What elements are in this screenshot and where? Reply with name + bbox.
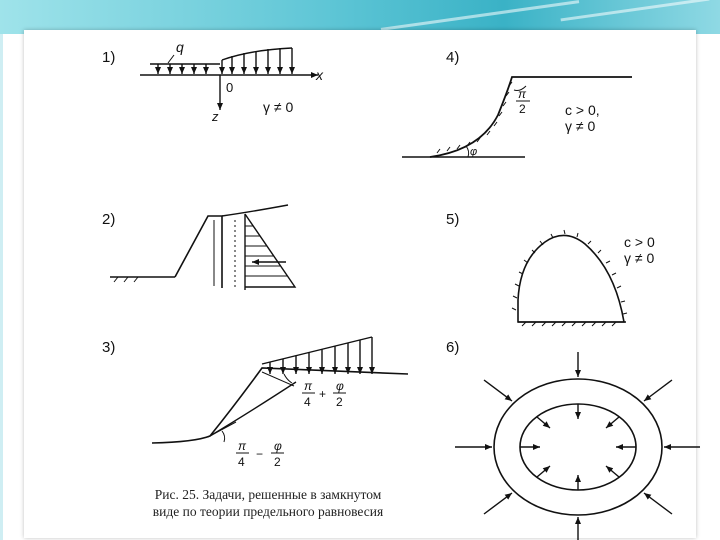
z-axis-label: z bbox=[212, 109, 219, 124]
outer-pressure-arrows bbox=[455, 352, 700, 540]
phi-label: φ bbox=[470, 146, 478, 158]
svg-text:2: 2 bbox=[274, 455, 281, 469]
origin-label: 0 bbox=[226, 80, 234, 95]
uniform-load-arrows bbox=[158, 64, 206, 74]
svg-text:+: + bbox=[319, 387, 327, 401]
svg-text:φ: φ bbox=[336, 379, 344, 393]
inner-pressure-arrows bbox=[520, 404, 636, 490]
pi-label: π bbox=[518, 87, 527, 101]
panel-6 bbox=[455, 352, 700, 540]
svg-text:π: π bbox=[238, 439, 247, 453]
panel-2-number: 2) bbox=[102, 211, 116, 228]
panel-3 bbox=[152, 337, 408, 443]
ground-hatch bbox=[114, 277, 138, 282]
load-q-label: q bbox=[176, 39, 184, 55]
angle-label-bottom bbox=[236, 439, 284, 469]
c-condition: c > 0, bbox=[565, 102, 600, 118]
panel-2 bbox=[110, 205, 295, 290]
q-pointer bbox=[168, 55, 174, 63]
tunnel-outline bbox=[518, 235, 624, 322]
panel-5-number: 5) bbox=[446, 211, 460, 228]
svg-text:π: π bbox=[304, 379, 313, 393]
phi-arc bbox=[466, 146, 469, 157]
slip-line-upper bbox=[262, 372, 294, 386]
svg-text:4: 4 bbox=[238, 455, 245, 469]
panel-4-number: 4) bbox=[446, 49, 460, 66]
two-label: 2 bbox=[519, 102, 526, 116]
caption-line-2: виде по теории предельного равновесия bbox=[152, 504, 384, 519]
load-envelope bbox=[262, 337, 372, 364]
gamma-condition: γ ≠ 0 bbox=[263, 99, 294, 115]
svg-text:−: − bbox=[256, 447, 264, 461]
slope-profile bbox=[152, 368, 408, 443]
panel-3-number: 3) bbox=[102, 339, 116, 356]
gamma-condition: γ ≠ 0 bbox=[624, 250, 655, 266]
backfill-surface bbox=[222, 205, 288, 216]
panel-1-number: 1) bbox=[102, 49, 116, 66]
toe-line bbox=[208, 422, 236, 437]
svg-text:2: 2 bbox=[336, 395, 343, 409]
figure-caption bbox=[78, 486, 458, 520]
rock-hatch bbox=[512, 230, 627, 314]
angle-arc-bottom bbox=[222, 431, 225, 442]
angle-label-top bbox=[302, 379, 346, 409]
svg-text:4: 4 bbox=[304, 395, 311, 409]
gamma-condition: γ ≠ 0 bbox=[565, 118, 596, 134]
caption-line-1: Рис. 25. Задачи, решенные в замкнутом bbox=[154, 487, 382, 502]
panel-6-number: 6) bbox=[446, 339, 460, 356]
c-condition: c > 0 bbox=[624, 234, 655, 250]
panel-5 bbox=[512, 230, 627, 326]
svg-text:φ: φ bbox=[274, 439, 282, 453]
retaining-wall bbox=[175, 216, 222, 288]
slip-line bbox=[210, 382, 296, 436]
slope-profile bbox=[430, 77, 632, 157]
x-axis-label: x bbox=[316, 67, 323, 83]
